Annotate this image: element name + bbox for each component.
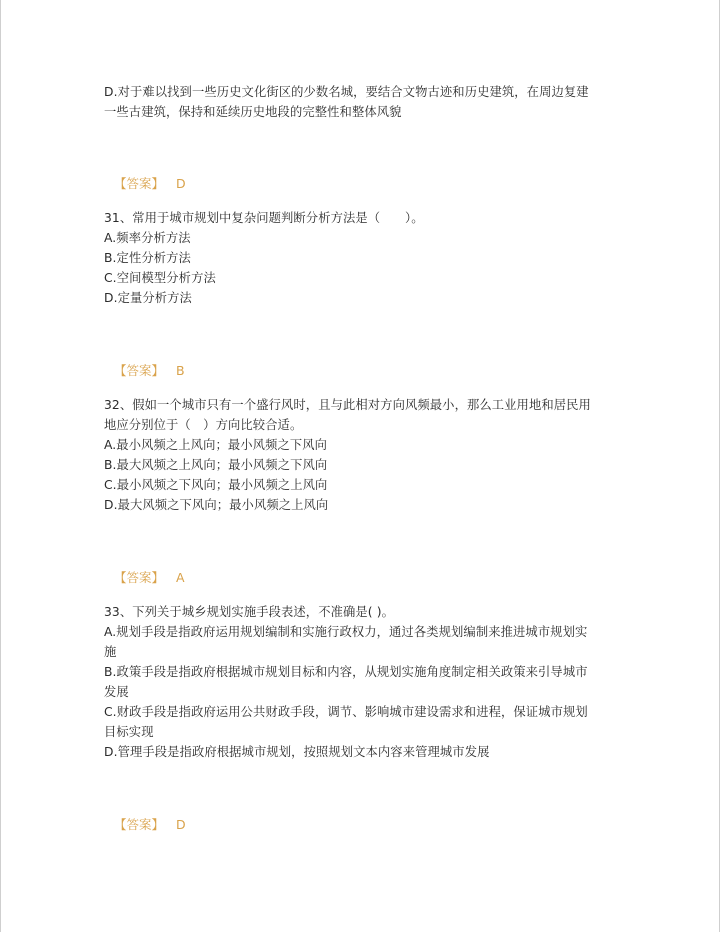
- question-31-option-c: C.空间模型分析方法: [104, 271, 216, 285]
- question-32-option-a: A.最小风频之上风向；最小风频之下风向: [104, 438, 328, 452]
- answer-label: 【答案】: [114, 817, 165, 832]
- question-32-option-c: C.最小风频之下风向；最小风频之上风向: [104, 478, 328, 492]
- question-31-option-b: B.定性分析方法: [104, 251, 191, 265]
- answer-label: 【答案】: [114, 570, 165, 585]
- answer-32: [114, 568, 185, 588]
- answer-value: D: [176, 176, 186, 191]
- question-33-option-c-line1: C.财政手段是指政府运用公共财政手段，调节、影响城市建设需求和进程，保证城市规划: [104, 705, 588, 719]
- answer-33: [114, 815, 186, 835]
- question-32-stem-line2: 地应分别位于（ ）方向比较合适。: [104, 418, 303, 432]
- question-33-option-b-line1: B.政策手段是指政府根据城市规划目标和内容，从规划实施角度制定相关政策来引导城市: [104, 665, 588, 679]
- question-31-option-a: A.频率分析方法: [104, 231, 191, 245]
- question-33-option-c-line2: 目标实现: [104, 725, 154, 739]
- answer-31: [114, 361, 185, 381]
- question-33-stem: 33、下列关于城乡规划实施手段表述，不准确是( )。: [104, 605, 394, 619]
- question-31-option-d: D.定量分析方法: [104, 291, 192, 305]
- answer-value: D: [176, 817, 186, 832]
- answer-label: 【答案】: [114, 363, 165, 378]
- question-33-option-d: D.管理手段是指政府根据城市规划，按照规划文本内容来管理城市发展: [104, 745, 490, 759]
- answer-value: B: [176, 363, 185, 378]
- question-32-option-b: B.最大风频之上风向；最小风频之下风向: [104, 458, 328, 472]
- question-32-stem-line1: 32、假如一个城市只有一个盛行风时，且与此相对方向风频最小，那么工业用地和居民用: [104, 398, 591, 412]
- question-33-option-a-line1: A.规划手段是指政府运用规划编制和实施行政权力，通过各类规划编制来推进城市规划实: [104, 625, 588, 639]
- answer-prev: [114, 174, 186, 194]
- question-33-option-b-line2: 发展: [104, 685, 129, 699]
- option-d-line1: D.对于难以找到一些历史文化街区的少数名城，要结合文物古迹和历史建筑，在周边复建: [104, 85, 589, 99]
- answer-value: A: [176, 570, 185, 585]
- question-32-option-d: D.最大风频之下风向；最小风频之上风向: [104, 498, 329, 512]
- option-d-line2: 一些古建筑，保持和延续历史地段的完整性和整体风貌: [104, 105, 402, 119]
- question-31-stem: 31、常用于城市规划中复杂问题判断分析方法是（ ）。: [104, 211, 424, 225]
- question-33-option-a-line2: 施: [104, 645, 117, 659]
- page-border-left: [0, 0, 1, 932]
- answer-label: 【答案】: [114, 176, 165, 191]
